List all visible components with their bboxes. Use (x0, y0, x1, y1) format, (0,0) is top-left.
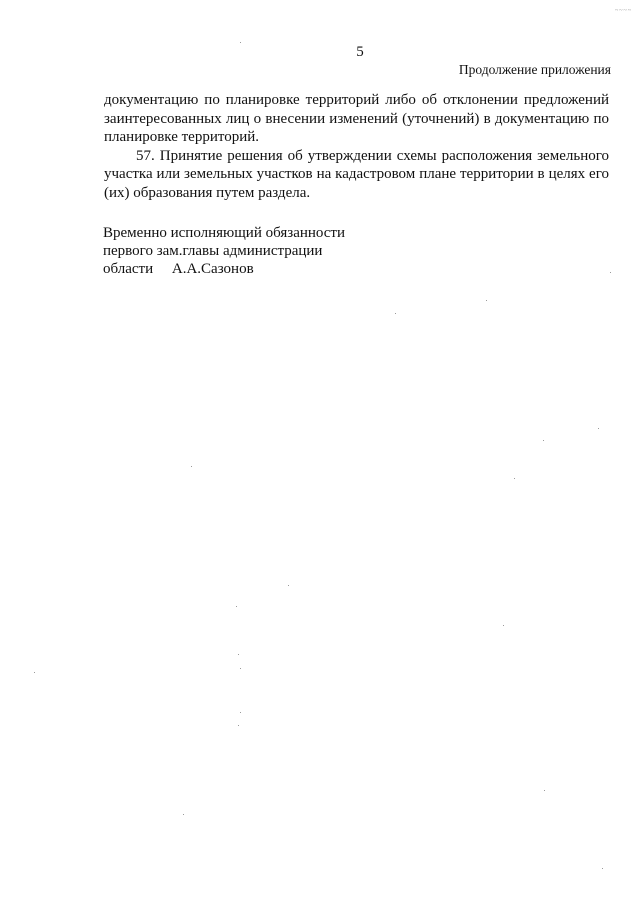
scan-speck (191, 466, 192, 467)
scan-speck (514, 478, 515, 479)
scan-speck (240, 42, 241, 43)
signature-position-line: Временно исполняющий обязанности (103, 225, 346, 241)
scan-speck (238, 654, 239, 655)
scan-speck (610, 272, 611, 273)
document-body (104, 91, 609, 202)
scan-speck (503, 625, 504, 626)
scan-speck (543, 440, 544, 441)
item-57-paragraph: 57. Принятие решения об утверждении схемы расположения земельного участка или земельных участков на кадастровом плане территории в целях его (их) образования путем раздела. (104, 147, 609, 201)
scan-speck (240, 712, 241, 713)
scan-speck (288, 585, 289, 586)
scan-speck (238, 725, 239, 726)
appendix-continuation-note: Продолжение приложения (458, 62, 611, 77)
scan-speck (183, 814, 184, 815)
scan-corner-mark: ~~~~ (615, 8, 632, 14)
scan-speck (240, 668, 241, 669)
scan-speck (486, 300, 487, 301)
page-number: 5 (356, 44, 364, 60)
scan-speck (602, 868, 603, 869)
scan-speck (236, 606, 237, 607)
scan-speck (598, 428, 599, 429)
signature-department-line: первого зам.главы администрации (103, 243, 323, 259)
scan-speck (34, 672, 35, 673)
scan-speck (544, 790, 545, 791)
continuation-paragraph: документацию по планировке территорий либо об отклонении предложений заинтересованных лиц о внесении изменений (уточнений) в документацию по планировке территорий. (104, 92, 609, 145)
scan-speck (395, 313, 396, 314)
signature-block (103, 224, 345, 278)
signature-name-line: области А.А.Сазонов (103, 261, 254, 277)
